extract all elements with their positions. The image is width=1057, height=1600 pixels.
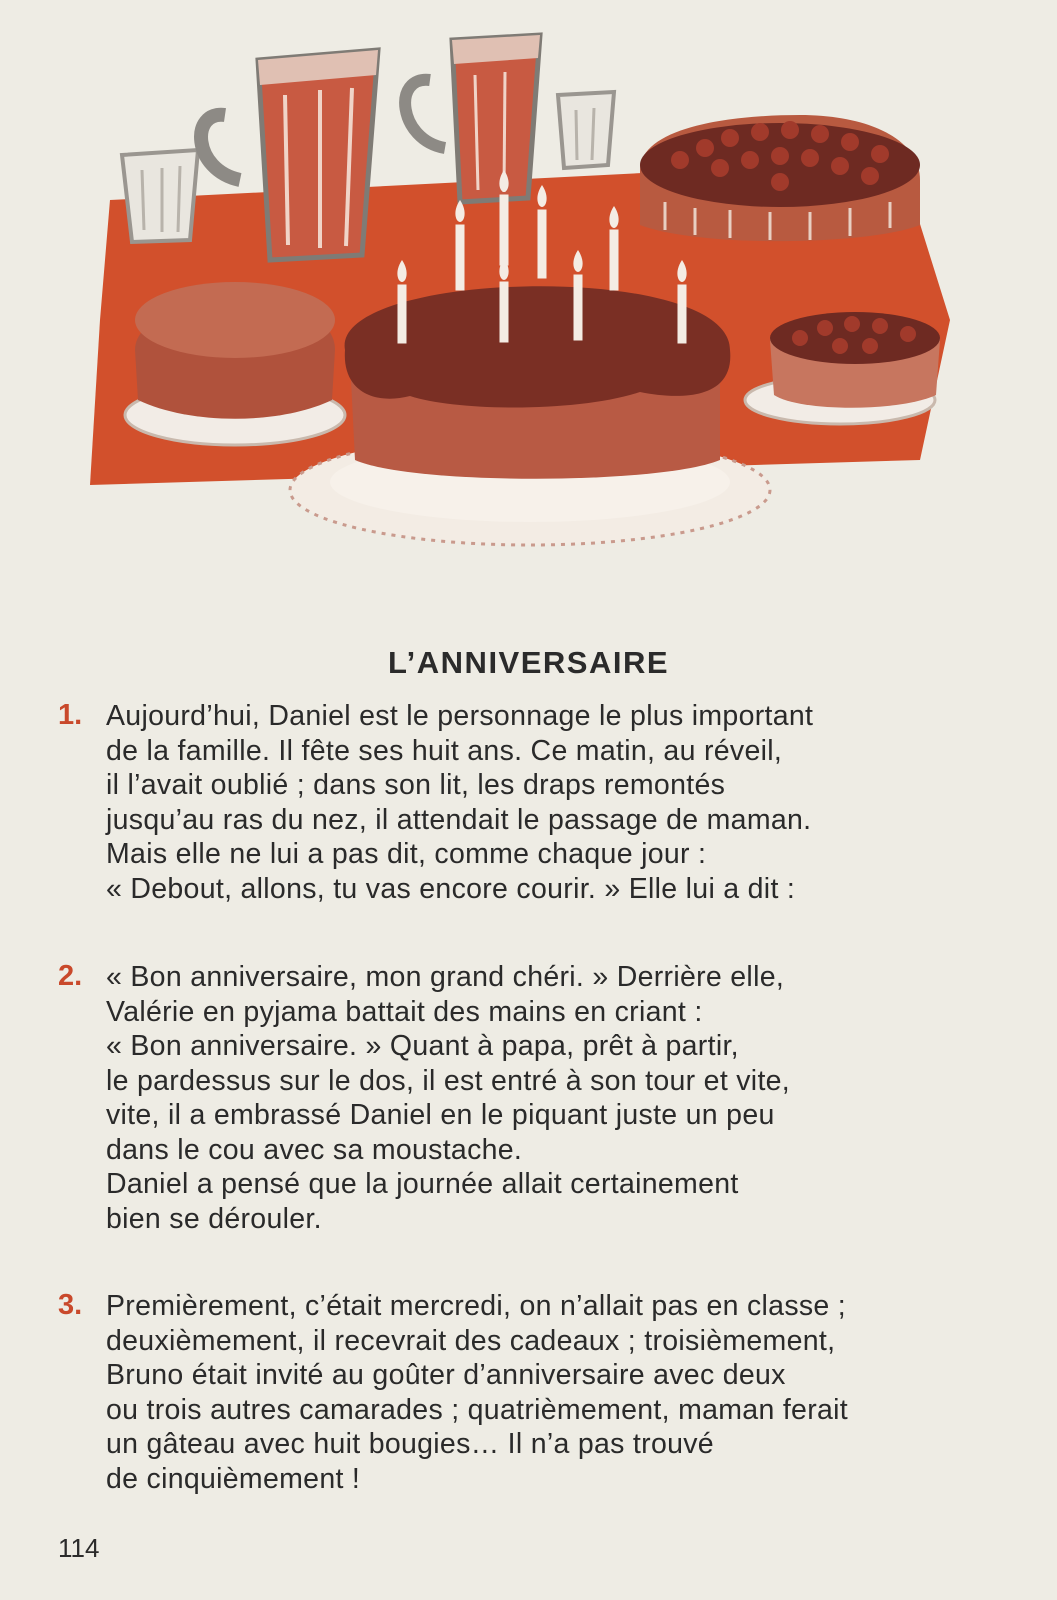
sponge-cake [125,282,345,445]
text-line: Valérie en pyjama battait des mains en criant : [106,995,703,1028]
paragraph-number: 1. [58,699,83,731]
story-title: L’ANNIVERSAIRE [387,645,670,680]
text-line: un gâteau avec huit bougies… Il n’a pas trouvé [106,1428,714,1460]
text-line: « Bon anniversaire. » Quant à papa, prêt à partir, [106,1030,739,1062]
text-line: ou trois autres camarades ; quatrièmement, maman ferait [106,1393,848,1426]
text-line: Bruno était invité au goûter d’anniversaire avec deux [106,1359,786,1391]
text-line: Daniel a pensé que la journée allait certainement [106,1168,739,1200]
paragraph-number: 2. [58,960,83,992]
birthday-table-illustration [80,20,980,580]
paragraph-2 [58,960,1018,1236]
text-line: deuxièmement, il recevrait des cadeaux ; troisièmement, [106,1324,836,1357]
text-line: bien se dérouler. [106,1202,322,1235]
small-glass-right [558,92,614,168]
page-number: 114 [58,1533,100,1563]
text-line: vite, il a embrassé Daniel en le piquant juste un peu [106,1099,775,1131]
text-line: dans le cou avec sa moustache. [106,1133,523,1166]
text-line: Premièrement, c’était mercredi, on n’allait pas en classe ; [106,1290,847,1322]
cherry-pie-large [640,115,920,241]
paragraph-1 [58,699,1018,906]
text-line: « Debout, allons, tu vas encore courir. » Elle lui a dit : [106,872,796,905]
text-line: jusqu’au ras du nez, il attendait le passage de maman. [106,803,812,836]
text-line: Mais elle ne lui a pas dit, comme chaque jour : [106,838,707,870]
text-line: de cinquièmement ! [106,1462,361,1495]
text-line: le pardessus sur le dos, il est entré à son tour et vite, [106,1064,791,1097]
small-glass-left [122,150,198,242]
text-line: il l’avait oublié ; dans son lit, les draps remontés [106,769,726,801]
text-line: « Bon anniversaire, mon grand chéri. » Derrière elle, [106,961,785,993]
text-line: Aujourd’hui, Daniel est le personnage le plus important [106,700,814,732]
text-line: de la famille. Il fête ses huit ans. Ce matin, au réveil, [106,734,783,767]
paragraph-3 [58,1289,1018,1496]
juice-jug-right [405,35,540,202]
paragraph-number: 3. [58,1289,83,1321]
